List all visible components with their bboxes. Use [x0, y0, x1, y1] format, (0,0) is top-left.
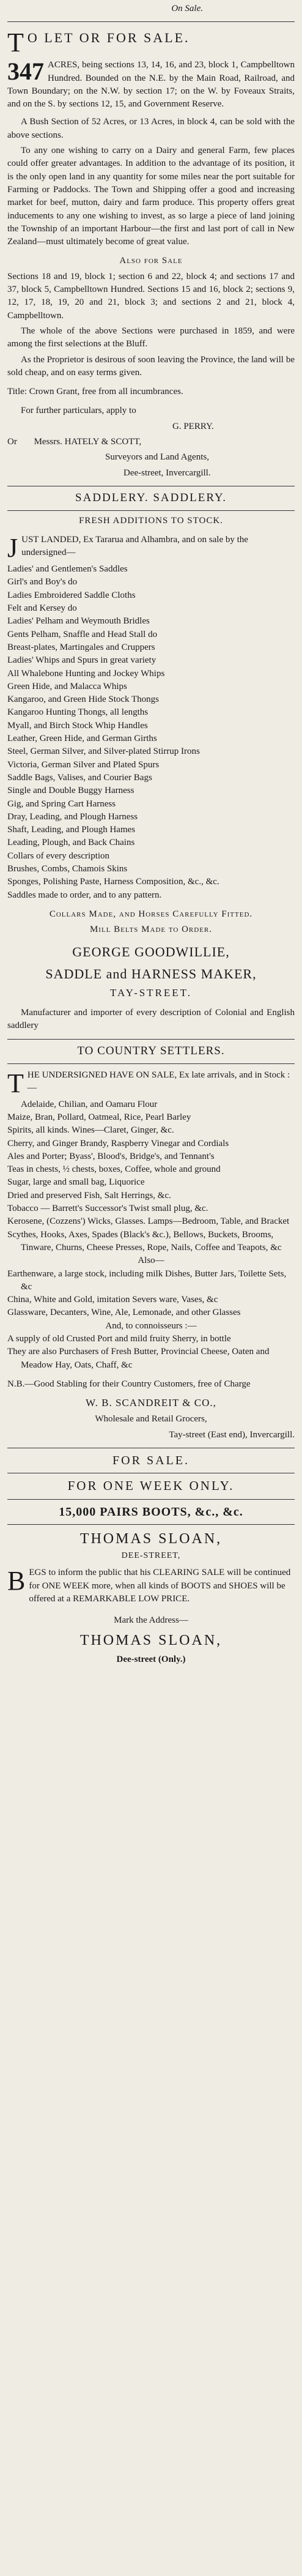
saddlery-heading: SADDLERY. SADDLERY. — [75, 491, 227, 504]
list-item: Gig, and Spring Cart Harness — [7, 798, 116, 809]
list-item: Ladies Embroidered Saddle Cloths — [7, 590, 136, 600]
list-item: Kangaroo Hunting Thongs, all lengths — [7, 707, 149, 718]
name-perry: G. PERRY. — [172, 421, 214, 431]
list-item: Maize, Bran, Pollard, Oatmeal, Rice, Pearl Barley — [7, 1112, 191, 1122]
address-line: Dee-street, Invercargill. — [123, 467, 211, 478]
drop-cap: T — [7, 28, 24, 58]
boots-heading: 15,000 PAIRS BOOTS, &c., &c. — [59, 1505, 243, 1519]
list-item: Steel, German Silver, and Silver-plated Stirrup Irons — [7, 746, 200, 757]
list-item: Also— — [138, 1256, 164, 1266]
saddlery-subheading: FRESH ADDITIONS TO STOCK. — [79, 515, 223, 526]
mark-address: Mark the Address— — [114, 1615, 188, 1626]
settlers-intro — [7, 1068, 295, 1098]
list-item: Single and Double Buggy Harness — [7, 786, 134, 796]
list-item: Tobacco — Barrett's Successor's Twist small plug, &c. — [7, 1204, 208, 1214]
list-item: Collars of every description — [7, 851, 110, 861]
divider — [7, 510, 295, 511]
settlers-address: Tay-street (East end), Invercargill. — [169, 1429, 295, 1440]
goodwillie-street: TAY-STREET. — [109, 986, 193, 999]
settlers-firm-sub: Wholesale and Retail Grocers, — [95, 1414, 207, 1424]
forsale-heading: FOR SALE. — [112, 1453, 190, 1467]
divider — [7, 1499, 295, 1500]
list-item: Ladies' Whips and Spurs in great variety — [7, 655, 157, 666]
let-para-1 — [7, 59, 295, 111]
divider — [7, 1063, 295, 1064]
list-item: Green Hide, and Malacca Whips — [7, 681, 127, 691]
saddlery-intro-text: UST LANDED, Ex Tararua and Alhambra, and on sale by the undersigned— — [21, 535, 248, 558]
list-item: Dray, Leading, and Plough Harness — [7, 811, 138, 822]
list-item: Kerosene, (Cozzens') Wicks, Glasses. Lamps—Bedroom, Table, and Bracket — [7, 1216, 290, 1227]
also-heading: Also for Sale — [119, 256, 183, 266]
list-item: Saddle Bags, Valises, and Courier Bags — [7, 772, 152, 783]
drop-cap: J — [7, 533, 18, 564]
let-para-4: Sections 18 and 19, block 1; section 6 and 22, block 4; and sections 17 and 37, block 5, Campbelltown Hundred. Sections 15 and 16, block 2; sections 9, 12, 17, 18, 19, 20 and 21, block 3; and sections 2 and 21, block 4, Campbelltown. — [7, 271, 295, 321]
let-para-1-text: ACRES, being sections 13, 14, 16, and 23, block 1, Campbelltown Hundred. Bounded on the N.E. by the Main Road, Railroad, and Town Boundary; on the N.W. by section 17; on the W. by Foveaux Straits, and on the S. by sections 12, 15, and Government Reserve. — [7, 60, 295, 110]
list-item: Myall, and Birch Stock Whip Handles — [7, 720, 148, 731]
let-heading — [7, 28, 295, 58]
list-item: Brushes, Combs, Chamois Skins — [7, 864, 128, 874]
let-para-6: As the Proprietor is desirous of soon leaving the Province, the land will be sold cheap, and on easy terms given. — [7, 354, 295, 378]
list-item: Ladies' and Gentlemen's Saddles — [7, 564, 128, 575]
let-para-2: A Bush Section of 52 Acres, or 13 Acres, in block 4, can be sold with the above sections. — [7, 117, 295, 140]
list-item: Adelaide, Chilian, and Oamaru Flour — [21, 1099, 158, 1109]
drop-cap: T — [7, 1068, 24, 1098]
goodwillie-trade: SADDLE and HARNESS MAKER, — [45, 966, 257, 981]
messrs-line: Messrs. HATELY & SCOTT, — [34, 437, 142, 447]
settlers-nb: N.B.—Good Stabling for their Country Customers, free of Charge — [7, 1379, 251, 1389]
settlers-intro-text: HE UNDERSIGNED HAVE ON SALE, Ex late arrivals, and in Stock :— — [27, 1070, 290, 1093]
sloan-body-text: EGS to inform the public that his CLEARING SALE will be continued for ONE WEEK more, when all kinds of BOOTS and SHOES will be offered at a REMARKABLE LOW PRICE. — [29, 1568, 291, 1604]
list-item: All Whalebone Hunting and Jockey Whips — [7, 668, 165, 679]
collars-line: Collars Made, and Horses Carefully Fitted. — [49, 909, 253, 919]
list-item: China, White and Gold, imitation Severs ware, Vases, &c — [7, 1295, 218, 1305]
settlers-firm: W. B. SCANDREIT & CO., — [86, 1397, 216, 1409]
sloan-name-2: THOMAS SLOAN, — [79, 1632, 223, 1648]
list-item: Spirits, all kinds. Wines—Claret, Ginger, &c. — [7, 1125, 174, 1136]
divider — [7, 21, 295, 22]
list-item: Gents Pelham, Snaffle and Head Stall do — [7, 629, 158, 639]
list-item: Leather, Green Hide, and German Girths — [7, 734, 157, 744]
goodwillie-name: GEORGE GOODWILLIE, — [72, 944, 230, 960]
acreage-figure: 347 — [7, 58, 44, 86]
list-item: Kangaroo, and Green Hide Stock Thongs — [7, 694, 159, 705]
saddlery-intro — [7, 533, 295, 564]
let-para-3: To any one wishing to carry on a Dairy and general Farm, few places could offer greater advantages. In addition to the advantage of its position, it is the only open land in any quantity for some miles near the port suitable for Farming or Paddocks. The Town and Shipping offer a good and increasing market for beef, mutton, dairy and farm produce. This property offers great inducements to any one wishing to invest, as so large a piece of land joining the Township of an important Harbour—the first and last port of call in New Zealand—must ultimately become of great value. — [7, 146, 295, 247]
list-item: Dried and preserved Fish, Salt Herrings, &c. — [7, 1190, 171, 1201]
list-item: Breast-plates, Martingales and Cruppers — [7, 642, 155, 652]
surveyors-line: Surveyors and Land Agents, — [105, 452, 209, 463]
on-sale-label: On Sale. — [171, 4, 203, 13]
list-item: Shaft, Leading, and Plough Hames — [7, 825, 136, 835]
goodwillie-footer: Manufacturer and importer of every description of Colonial and English saddlery — [7, 1008, 295, 1031]
list-item: Saddles made to order, and to any pattern. — [7, 890, 162, 900]
drop-cap: B — [7, 1566, 26, 1596]
saddlery-item-list — [7, 563, 295, 902]
sloan-name: THOMAS SLOAN, — [79, 1531, 223, 1547]
list-item: And, to connoisseurs :— — [105, 1320, 197, 1331]
mill-belts-line: Mill Belts Made to Order. — [89, 925, 213, 935]
list-item: A supply of old Crusted Port and mild fruity Sherry, in bottle — [7, 1333, 231, 1344]
list-item: Ales and Porter; Byass', Blood's, Bridge's, and Tennant's — [7, 1151, 215, 1161]
let-para-5: The whole of the above Sections were purchased in 1859, and were among the first selections at the Bluff. — [7, 326, 295, 349]
divider — [7, 1039, 295, 1040]
sloan-street-2: Dee-street (Only.) — [116, 1654, 186, 1664]
list-item: Sponges, Polishing Paste, Harness Composition, &c., &c. — [7, 877, 219, 887]
settlers-item-list — [7, 1098, 295, 1372]
one-week-heading: FOR ONE WEEK ONLY. — [67, 1478, 235, 1494]
list-item: They are also Purchasers of Fresh Butter, Provincial Cheese, Oaten and Meadow Hay, Oats, Chaff, &c — [7, 1347, 270, 1370]
list-item: Scythes, Hooks, Axes, Spades (Black's &c.), Bellows, Buckets, Brooms, Tinware, Churns, Cheese Presses, Rope, Nails, Coffee and Teapots, &c — [7, 1229, 282, 1253]
list-item: Sugar, large and small bag, Liquorice — [7, 1177, 145, 1188]
agents-line — [7, 436, 295, 449]
divider — [7, 1524, 295, 1525]
list-item: Ladies' Pelham and Weymouth Bridles — [7, 616, 150, 627]
list-item: Felt and Kersey do — [7, 603, 77, 614]
sloan-street: DEE-STREET, — [121, 1550, 181, 1560]
list-item: Teas in chests, ½ chests, boxes, Coffee, whole and ground — [7, 1164, 221, 1175]
list-item: Victoria, German Silver and Plated Spurs — [7, 759, 160, 770]
list-item: Girl's and Boy's do — [7, 577, 78, 587]
list-item: Glassware, Decanters, Wine, Ale, Lemonade, and other Glasses — [7, 1308, 241, 1318]
further-line: For further particulars, apply to — [21, 406, 136, 416]
title-line: Title: Crown Grant, free from all incumbrances. — [7, 387, 183, 397]
list-item: Cherry, and Ginger Brandy, Raspberry Vinegar and Cordials — [7, 1138, 229, 1148]
sloan-body — [7, 1566, 295, 1606]
list-item: Leading, Plough, and Back Chains — [7, 838, 135, 848]
settlers-heading: TO COUNTRY SETTLERS. — [77, 1044, 225, 1057]
or-word: Or — [7, 437, 17, 447]
let-heading-text: O LET OR FOR SALE. — [27, 30, 190, 46]
list-item: Earthenware, a large stock, including milk Dishes, Butter Jars, Toilette Sets, &c — [7, 1268, 287, 1292]
